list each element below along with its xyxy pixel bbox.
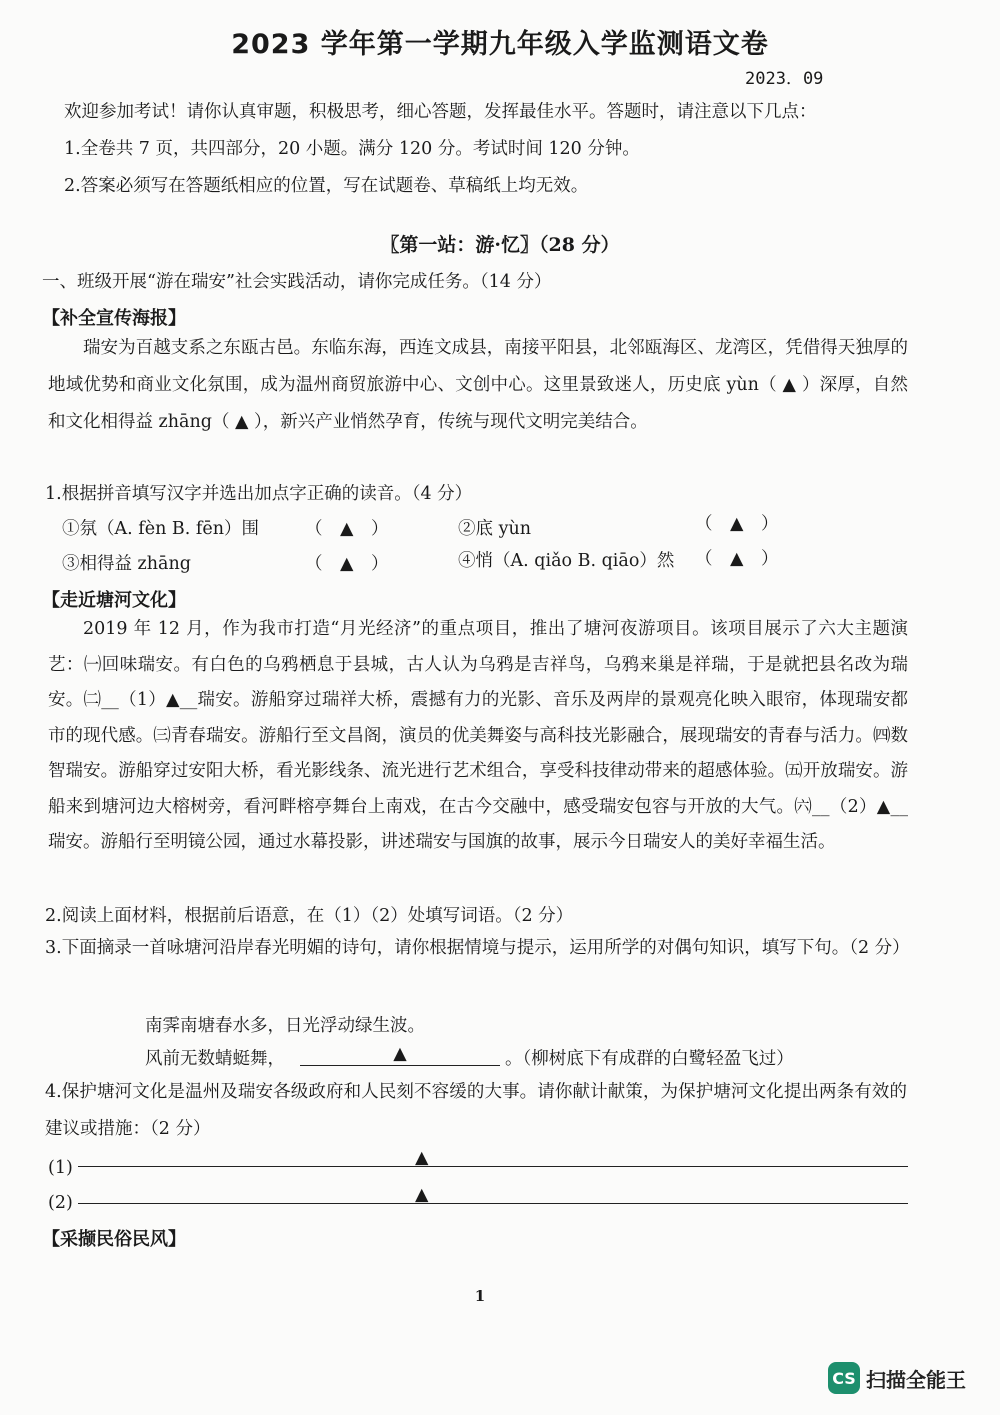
q4-answer-2-line[interactable] bbox=[78, 1203, 908, 1204]
folk-heading: 【采撷民俗民风】 bbox=[42, 1229, 186, 1250]
question-3: 3.下面摘录一首咏塘河沿岸春光明媚的诗句，请你根据情境与提示，运用所学的对偶句知识，填写下句。（2 分） bbox=[45, 938, 910, 958]
scanner-logo-icon: CS bbox=[828, 1362, 860, 1394]
intro-welcome: 欢迎参加考试！请你认真审题，积极思考，细心答题，发挥最佳水平。答题时，请注意以下几点： bbox=[64, 102, 817, 122]
intro-note-1: 1.全卷共 7 页，共四部分，20 小题。满分 120 分。考试时间 120 分钟。 bbox=[64, 139, 640, 159]
q1-item-3-blank[interactable]: （ ▲ ） bbox=[305, 554, 389, 574]
tanghe-heading: 【走近塘河文化】 bbox=[42, 590, 186, 611]
q4-answer-1-label: (1) bbox=[48, 1158, 73, 1178]
q1-item-3-label: ③相得益 zhāng bbox=[62, 554, 191, 574]
q1-item-2-blank[interactable]: （ ▲ ） bbox=[695, 514, 779, 534]
q4-answer-2-mark: ▲ bbox=[415, 1185, 429, 1205]
poem-line-2-start: 风前无数蜻蜓舞， bbox=[145, 1049, 285, 1069]
q4-answer-2-label: (2) bbox=[48, 1193, 73, 1213]
scanner-watermark bbox=[828, 1362, 966, 1394]
section-title: 〖第一站：游·忆〗（28 分） bbox=[380, 234, 620, 256]
exam-date: 2023．09 bbox=[745, 69, 824, 89]
q1-item-4-label: ④悄（A. qiǎo B. qiāo）然 bbox=[458, 551, 675, 571]
poem-line-2-end: 。（柳树底下有成群的白鹭轻盈飞过） bbox=[505, 1049, 794, 1069]
tanghe-paragraph: 2019 年 12 月，作为我市打造“月光经济”的重点项目，推出了塘河夜游项目。该项目展示了六大主题演艺：㈠回味瑞安。有白色的乌鸦栖息于县城，古人认为乌鸦是吉祥鸟，乌鸦来巢是祥瑞，于是就把县名改为瑞安。㈡__（1）▲__瑞安。游船穿过瑞祥大桥，震撼有力的光影、音乐及两岸的景观亮化映入眼帘，体现瑞安都市的现代感。㈢青春瑞安。游船行至文昌阁，演员的优美舞姿与高科技光影融合，展现瑞安的青春与活力。㈣数智瑞安。游船穿过安阳大桥，看光影线条、流光进行艺术组合，享受科技律动带来的超感体验。㈤开放瑞安。游船来到塘河边大榕树旁，看河畔榕亭舞台上南戏，在古今交融中，感受瑞安包容与开放的大气。㈥__（2）▲__瑞安。游船行至明镜公园，通过水幕投影，讲述瑞安与国旗的故事，展示今日瑞安人的美好幸福生活。 bbox=[48, 619, 908, 852]
poem-line-1: 南霁南塘春水多，日光浮动绿生波。 bbox=[145, 1016, 425, 1036]
q1-item-1-label: ①氛（A. fèn B. fēn）围 bbox=[62, 519, 260, 539]
q1-item-4-blank[interactable]: （ ▲ ） bbox=[695, 549, 779, 569]
intro-note-2: 2.答案必须写在答题纸相应的位置，写在试题卷、草稿纸上均无效。 bbox=[64, 176, 589, 196]
exam-title: 2023 学年第一学期九年级入学监测语文卷 bbox=[231, 29, 769, 60]
scanner-logo-text: 扫描全能王 bbox=[866, 1367, 966, 1392]
page-number: 1 bbox=[474, 1287, 486, 1305]
poster-heading: 【补全宣传海报】 bbox=[42, 308, 186, 329]
question-2: 2.阅读上面材料，根据前后语意，在（1）（2）处填写词语。（2 分） bbox=[45, 906, 574, 926]
q1-item-1-blank[interactable]: （ ▲ ） bbox=[305, 519, 389, 539]
question-4: 4.保护塘河文化是温州及瑞安各级政府和人民刻不容缓的大事。请你献计献策，为保护塘河文化提出两条有效的建议或措施：（2 分） bbox=[45, 1082, 907, 1139]
question-1: 1.根据拼音填写汉字并选出加点字正确的读音。（4 分） bbox=[45, 484, 473, 504]
q4-answer-1-mark: ▲ bbox=[415, 1148, 429, 1168]
q1-item-2-label: ②底 yùn bbox=[458, 519, 531, 539]
poem-answer-blank[interactable]: ▲ bbox=[300, 1043, 500, 1066]
question-intro: 一、班级开展“游在瑞安”社会实践活动，请你完成任务。（14 分） bbox=[42, 272, 552, 292]
poster-paragraph: 瑞安为百越支系之东瓯古邑。东临东海，西连文成县，南接平阳县，北邻瓯海区、龙湾区，凭借得天独厚的地域优势和商业文化氛围，成为温州商贸旅游中心、文创中心。这里景致迷人，历史底 yùn（ ▲ ）深厚，自然和文化相得益 zhāng（ ▲ ），新兴产业悄然孕育，传统与现代文明完美结合。 bbox=[48, 338, 908, 432]
q4-answer-1-line[interactable] bbox=[78, 1166, 908, 1167]
